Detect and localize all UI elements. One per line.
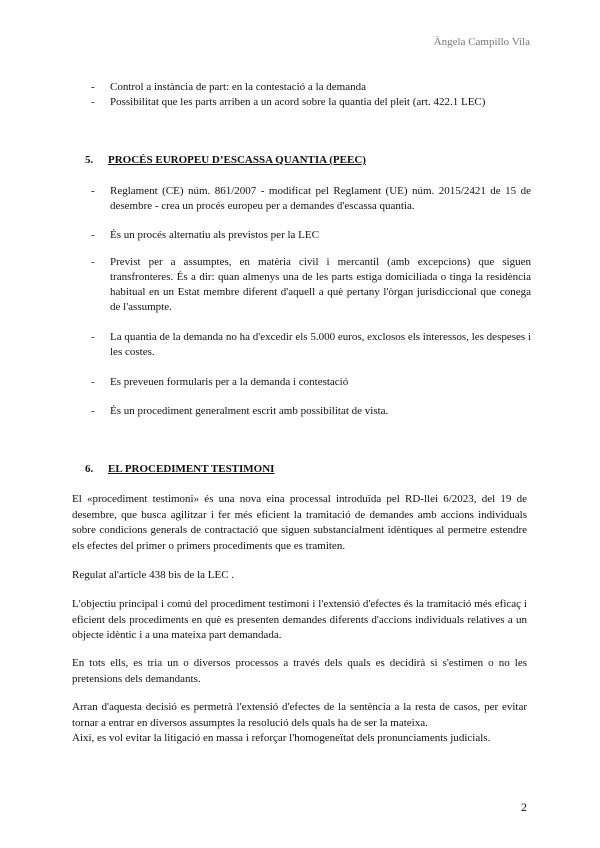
list-item: - Possibilitat que les parts arriben a un acord sobre la quantia del pleit (art. 422.1 LEC)	[91, 96, 486, 108]
list-item: - Es preveuen formularis per a la demanda i contestació	[91, 376, 349, 388]
section-5-bullet	[91, 404, 531, 419]
paragraph: L'objectiu principal i comú del procediment testimoni i l'extensió d'efectes és la tramitació més eficaç i eficient dels procediments en què es presenten demandes diferents d'accions individuals relatives a un objecte idèntic i a una mateixa part demandada.	[72, 598, 527, 641]
section-5-bullet	[91, 255, 531, 315]
paragraph: Regulat al'article 438 bis de la LEC .	[72, 569, 235, 581]
section-6-heading: 6. EL PROCEDIMENT TESTIMONI	[85, 463, 275, 475]
header-author: Àngela Campillo Vila	[433, 36, 530, 48]
paragraph: En tots ells, es tria un o diversos processos a través dels quals es decidirà si s'estimen o no les pretensions dels demandants.	[72, 657, 527, 685]
section-5-bullet	[91, 184, 531, 214]
section-5-bullet	[91, 375, 531, 390]
section-5-bullet	[91, 228, 531, 243]
list-item: - Control a instància de part: en la contestació a la demanda	[91, 81, 366, 93]
list-item: - És un procediment generalment escrit amb possibilitat de vista.	[91, 405, 389, 417]
paragraph: Així, es vol evitar la litigació en massa i reforçar l'homogeneïtat dels pronunciaments judicials.	[72, 732, 491, 744]
top-bullet-list	[91, 80, 531, 110]
list-item: - Previst per a assumptes, en matèria civil i mercantil (amb excepcions) que siguen transfronteres. És a dir: quan almenys una de les parts estiga domiciliada o tinga la residència habitual en un Estat membre diferent d'aquell a què pertany l'òrgan jurisdiccional que conega de l'assumpte.	[91, 256, 531, 313]
section-5-heading: 5. PROCÉS EUROPEU D’ESCASSA QUANTIA (PEEC)	[85, 154, 366, 166]
list-item: - Reglament (CE) núm. 861/2007 - modificat pel Reglament (UE) núm. 2015/2421 de 15 de desembre - crea un procés europeu per a demandes d'escassa quantia.	[91, 185, 531, 212]
section-5-bullet	[91, 330, 531, 360]
paragraph: El «procediment testimoni» és una nova eina processal introduïda pel RD-llei 6/2023, del 19 de desembre, que busca agilitzar i fer més eficient la tramitació de demandes amb accions individuals sobre condicions generals de contractació que siguen substancialment idèntiques al permetre estendre els efectes del primer o primers procediments que es tramiten.	[72, 493, 527, 552]
page-number: 2	[521, 800, 527, 814]
list-item: - És un procés alternatiu als previstos per la LEC	[91, 229, 319, 241]
list-item: - La quantia de la demanda no ha d'excedir els 5.000 euros, exclosos els interessos, les despeses i les costes.	[91, 331, 531, 358]
paragraph: Arran d'aquesta decisió es permetrà l'extensió d'efectes de la sentència a la resta de casos, per evitar tornar a entrar en diversos assumptes la resolució dels quals ha de ser la mateixa.	[72, 701, 527, 729]
